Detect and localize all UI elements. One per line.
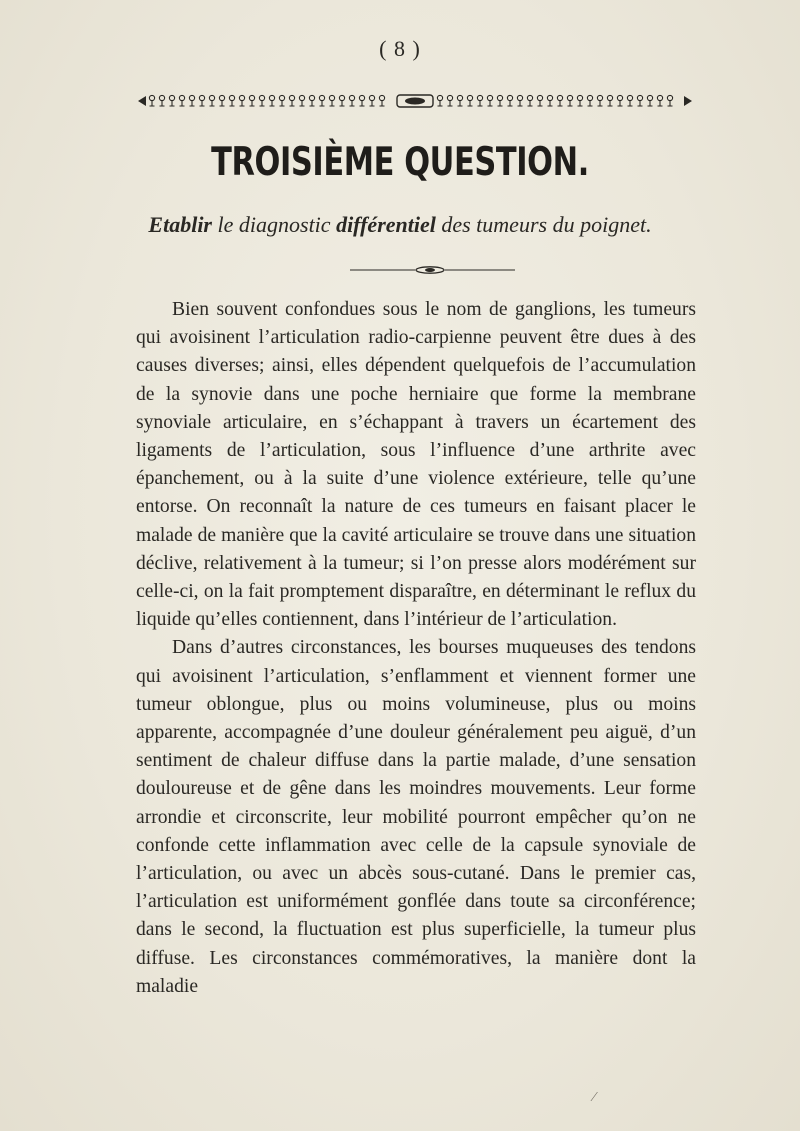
subtitle-part: du poignet. [552,212,652,237]
subtitle-part: différentiel [336,212,436,237]
paragraph: Dans d’autres circonstances, les bourses muqueuses des tendons qui avoisinent l’articulation, s’enflamment et viennent former une tumeur oblongue, plus ou moins volumineuse, plus ou moins apparente, accompagnée d’une douleur généralement peu aiguë, d’un sentiment de chaleur diffuse dans la partie malade, d’une sensation douloureuse et de gêne dans les moindres mouvements. Leur forme arrondie et circonscrite, leur mobilité pourront empêcher qu’on ne confonde cette inflammation avec celle de la capsule synoviale de l’articulation, ou avec un abcès sous-cutané. Dans le premier cas, l’articulation est uniformément gonflée dans toute sa circonférence; dans le second, la fluctuation est plus superficielle, la tumeur plus diffuse. Les circonstances commémoratives, la manière dont la maladie [136,637,696,997]
divider-flourish-icon [345,265,525,275]
ornamental-border-rule [136,92,694,110]
section-heading: TROISIÈME QUESTION. [211,140,589,185]
question-subtitle [0,212,800,238]
ornament-chain-icon [136,92,694,110]
page-number: ( 8 ) [379,36,421,61]
subtitle-part: diagnostic [238,212,331,237]
subtitle-part: Etablir [148,212,212,237]
body-text [136,296,696,1001]
subtitle-part: des tumeurs [435,212,553,237]
subtitle-part: le [212,212,239,237]
stray-mark: ⁄ [593,1090,596,1105]
paragraph: Bien souvent confondues sous le nom de ganglions, les tumeurs qui avoisinent l’articulation radio-carpienne peuvent être dues à des causes diverses; ainsi, elles dépendent quelquefois de l’accumulation de la synovie dans une poche herniaire que forme la membrane synoviale articulaire, en s’échappant à travers un écartement des ligaments de l’articulation, sous l’influence d’une arthrite avec épanchement, ou à la suite d’une violence extérieure, telle qu’une entorse. On reconnaît la nature de ces tumeurs en faisant placer le malade de manière que la cavité articulaire se trouve dans une situation déclive, relativement à la tumeur; si l’on presse alors modérément sur celle-ci, on la fait promptement disparaître, en déterminant le reflux du liquide qu’elles contiennent, dans l’intérieur de l’articulation. [136,299,696,631]
decorative-divider [345,262,525,272]
